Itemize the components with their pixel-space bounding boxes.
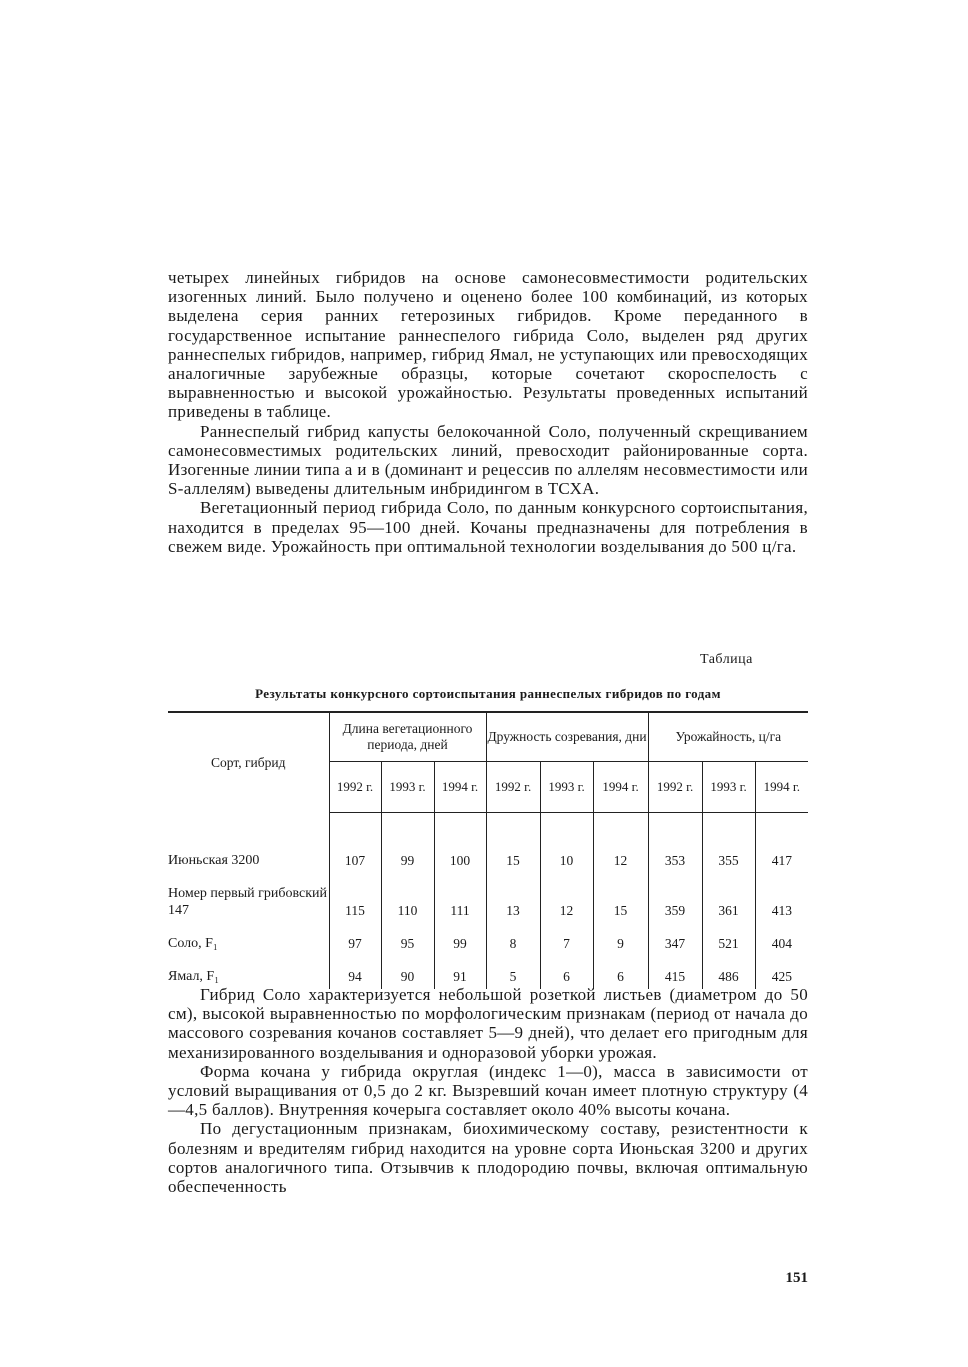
cell: 361 bbox=[702, 873, 755, 923]
cell: 15 bbox=[486, 813, 540, 873]
cell: 353 bbox=[648, 813, 702, 873]
table-row bbox=[168, 923, 808, 956]
table-title: Результаты конкурсного сортоиспытания раннеспелых гибридов по годам bbox=[255, 686, 721, 701]
cell: 91 bbox=[434, 956, 486, 989]
cell: 111 bbox=[434, 873, 486, 923]
paragraph-6: По дегустационным признакам, биохимическому составу, резистентности к болезням и вредителям гибрид находится на уровне сорта Июньская 3200 и других сортов аналогичного типа. Отзывчив к плодородию почвы, включая оптимальную обеспеченность bbox=[168, 1119, 808, 1197]
cell: 6 bbox=[593, 956, 648, 989]
table-row bbox=[168, 956, 808, 989]
cell: 13 bbox=[486, 873, 540, 923]
header-year: 1993 г. bbox=[702, 762, 755, 813]
header-year: 1994 г. bbox=[755, 762, 808, 813]
cell: 95 bbox=[381, 923, 434, 956]
header-year: 1993 г. bbox=[381, 762, 434, 813]
header-year: 1994 г. bbox=[593, 762, 648, 813]
cell: 90 bbox=[381, 956, 434, 989]
table-label: Таблица bbox=[700, 652, 753, 667]
text-block-top bbox=[168, 268, 808, 556]
cell: 94 bbox=[329, 956, 381, 989]
cell: 359 bbox=[648, 873, 702, 923]
cell: 12 bbox=[593, 813, 648, 873]
row-name: Июньская 3200 bbox=[168, 852, 260, 868]
cell: 415 bbox=[648, 956, 702, 989]
cell: 404 bbox=[755, 923, 808, 956]
cell: 10 bbox=[540, 813, 593, 873]
cell: 99 bbox=[434, 923, 486, 956]
cell: 521 bbox=[702, 923, 755, 956]
cell: 100 bbox=[434, 813, 486, 873]
paragraph-2: Раннеспелый гибрид капусты белокочанной Соло, полученный скрещиванием самонесовместимых родительских линий, превосходит районированные сорта. Изогенные линии типа а и в (доминант и рецессив по аллелям несовместимости или S-аллелям) выведены длительным инбридингом в ТСХА. bbox=[168, 421, 808, 499]
header-group-yield: Урожайность, ц/га bbox=[648, 712, 808, 762]
cell: 99 bbox=[381, 813, 434, 873]
cell: 486 bbox=[702, 956, 755, 989]
cell: 12 bbox=[540, 873, 593, 923]
header-year: 1994 г. bbox=[434, 762, 486, 813]
header-variety: Сорт, гибрид bbox=[168, 712, 329, 813]
table-row bbox=[168, 813, 808, 873]
cell: 110 bbox=[381, 873, 434, 923]
paragraph-5: Форма кочана у гибрида округлая (индекс 1—0), масса в зависимости от условий выращивания от 0,5 до 2 кг. Вызревший кочан имеет плотную структуру (4—4,5 баллов). Внутренняя кочерыга составляет около 40% высоты кочана. bbox=[168, 1061, 808, 1120]
header-year: 1992 г. bbox=[486, 762, 540, 813]
cell: 115 bbox=[329, 873, 381, 923]
header-year: 1993 г. bbox=[540, 762, 593, 813]
header-year: 1992 г. bbox=[648, 762, 702, 813]
cell: 413 bbox=[755, 873, 808, 923]
text-block-bottom bbox=[168, 985, 808, 1196]
cell: 9 bbox=[593, 923, 648, 956]
cell: 8 bbox=[486, 923, 540, 956]
cell: 7 bbox=[540, 923, 593, 956]
results-table bbox=[168, 711, 808, 989]
header-year: 1992 г. bbox=[329, 762, 381, 813]
paragraph-3: Вегетационный период гибрида Соло, по данным конкурсного сортоиспытания, находится в пределах 95—100 дней. Кочаны предназначены для потребления в свежем виде. Урожайность при оптимальной технологии возделывания до 500 ц/га. bbox=[168, 498, 808, 556]
header-group-vegetation: Длина вегетационного периода, дней bbox=[329, 712, 486, 762]
cell: 417 bbox=[755, 813, 808, 873]
row-name: Номер первый грибовский 147 bbox=[168, 885, 328, 918]
cell: 347 bbox=[648, 923, 702, 956]
cell: 355 bbox=[702, 813, 755, 873]
row-name: Ямал, F₁ bbox=[168, 968, 220, 984]
cell: 97 bbox=[329, 923, 381, 956]
cell: 6 bbox=[540, 956, 593, 989]
cell: 425 bbox=[755, 956, 808, 989]
table-row bbox=[168, 873, 808, 923]
cell: 5 bbox=[486, 956, 540, 989]
row-name: Соло, F₁ bbox=[168, 935, 218, 951]
cell: 107 bbox=[329, 813, 381, 873]
paragraph-1: четырех линейных гибридов на основе самонесовместимости родительских изогенных линий. Было получено и оценено более 100 комбинаций, из которых выделена серия ранних гетерозиных гибридов. Кроме переданного в государственное испытание раннеспелого гибрида Соло, выделен ряд других раннеспелых гибридов, например, гибрид Ямал, не уступающих или превосходящих аналогичные зарубежные образцы, которые сочетают скороспелость с выравненностью и высокой урожайностью. Результаты проведенных испытаний приведены в таблице. bbox=[168, 268, 808, 422]
header-group-ripening: Дружность созревания, дни bbox=[486, 712, 648, 762]
cell: 15 bbox=[593, 873, 648, 923]
paragraph-4: Гибрид Соло характеризуется небольшой розеткой листьев (диаметром до 50 см), высокой выравненностью по морфологическим признакам (период от начала до массового созревания кочанов составляет 5—9 дней), что делает его пригодным для механизированного возделывания и одноразовой уборки урожая. bbox=[168, 985, 808, 1062]
page-number: 151 bbox=[785, 1270, 808, 1286]
